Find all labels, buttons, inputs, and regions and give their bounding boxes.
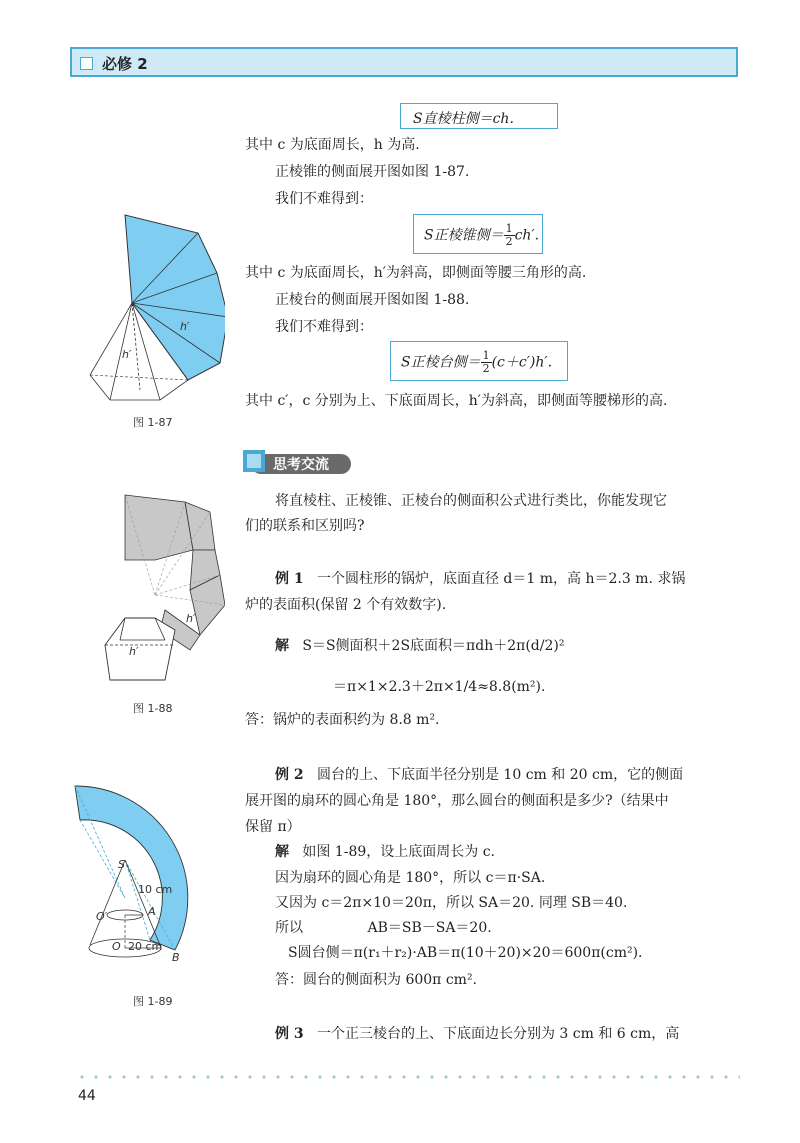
example-1-line-2: 炉的表面积(保留 2 个有效数字). bbox=[245, 597, 447, 613]
label-h-prime-88: h′ bbox=[129, 645, 139, 658]
think-title: 思考交流 bbox=[273, 457, 329, 473]
caption-fig-1-88: 图 1-88 bbox=[133, 702, 173, 715]
example-2-sol-4 bbox=[275, 916, 492, 940]
example-2-sol-5: S圆台侧＝π(r₁＋r₂)·AB＝π(10＋20)×20＝600π(cm²). bbox=[288, 945, 643, 961]
example-2-sol-1-text: 如图 1-89，设上底面周长为 c. bbox=[302, 844, 496, 860]
formula-prism-text: S直棱柱侧＝ch. bbox=[413, 111, 514, 127]
formula-pyramid-left: S正棱锥侧＝ bbox=[424, 227, 504, 244]
formula-pyramid bbox=[413, 214, 543, 254]
think-line-1: 将直棱柱、正棱锥、正棱台的侧面积公式进行类比，你能发现它 bbox=[275, 493, 667, 509]
example-2-line-1 bbox=[275, 763, 683, 787]
example-2-text-a: 圆台的上、下底面半径分别是 10 cm 和 20 cm，它的侧面 bbox=[316, 767, 684, 783]
example-1-answer: 答：锅炉的表面积约为 8.8 m². bbox=[245, 712, 440, 728]
example-2-sol-4b: AB＝SB－SA＝20. bbox=[367, 920, 492, 936]
figure-1-88 bbox=[85, 490, 225, 690]
caption-fig-1-89: 图 1-89 bbox=[133, 995, 173, 1008]
example-2-sol-2: 因为扇环的圆心角是 180°，所以 c＝π·SA. bbox=[275, 870, 546, 886]
frac-den: 2 bbox=[505, 235, 513, 248]
think-badge bbox=[243, 450, 353, 476]
example-2-sol-3: 又因为 c＝2π×10＝20π，所以 SA＝20. 同理 SB＝40. bbox=[275, 895, 628, 911]
page-number: 44 bbox=[78, 1088, 96, 1104]
label-10cm: 10 cm bbox=[138, 883, 173, 896]
text-line-1: 其中 c 为底面周长，h 为高. bbox=[245, 137, 420, 153]
text-line-7: 其中 c′，c 分别为上、下底面周长，h′为斜高，即侧面等腰梯形的高. bbox=[245, 393, 668, 409]
frac-num: 1 bbox=[505, 222, 513, 235]
example-2-answer: 答：圆台的侧面积为 600π cm². bbox=[275, 972, 478, 988]
example-1-label: 例 1 bbox=[275, 571, 304, 587]
formula-frustum bbox=[390, 341, 568, 381]
label-S: S bbox=[118, 858, 125, 871]
example-1-sol-2: ＝π×1×2.3＋2π×1/4≈8.8(m²). bbox=[333, 679, 546, 695]
example-2-sol-4a: 所以 bbox=[275, 920, 303, 936]
formula-frustum-left: S正棱台侧＝ bbox=[401, 354, 481, 371]
label-h-prime-87b: h′ bbox=[180, 320, 190, 333]
example-3-label: 例 3 bbox=[275, 1026, 304, 1042]
figure-1-87 bbox=[80, 205, 225, 405]
example-2-label: 例 2 bbox=[275, 767, 304, 783]
header-square-icon bbox=[80, 57, 93, 70]
caption-fig-1-87: 图 1-87 bbox=[133, 416, 173, 429]
chapter-title: 必修 2 bbox=[102, 55, 148, 73]
example-2-line-2: 展开图的扇环的圆心角是 180°，那么圆台的侧面积是多少?（结果中 bbox=[245, 793, 669, 809]
example-2-line-3: 保留 π） bbox=[245, 819, 301, 835]
chapter-header bbox=[70, 47, 738, 77]
example-1-text-a: 一个圆柱形的锅炉，底面直径 d＝1 m，高 h＝2.3 m. 求锅 bbox=[316, 571, 686, 587]
text-line-4: 其中 c 为底面周长，h′为斜高，即侧面等腰三角形的高. bbox=[245, 265, 587, 281]
example-1-sol-1 bbox=[275, 634, 564, 658]
text-line-5: 正棱台的侧面展开图如图 1-88. bbox=[275, 292, 470, 308]
formula-frustum-right: (c＋c′)h′. bbox=[491, 354, 553, 371]
fraction-half-2 bbox=[481, 350, 492, 375]
fraction-half bbox=[504, 223, 515, 248]
example-3-text-a: 一个正三棱台的上、下底面边长分别为 3 cm 和 6 cm，高 bbox=[316, 1026, 680, 1042]
label-20cm: 20 cm bbox=[128, 940, 163, 953]
example-1-line-1 bbox=[275, 567, 685, 591]
footer-dotted-rule bbox=[75, 1075, 740, 1079]
solution-label-1: 解 bbox=[275, 638, 289, 654]
text-line-6: 我们不难得到： bbox=[275, 319, 373, 335]
example-1-sol-1-text: S＝S侧面积＋2S底面积＝πdh＋2π(d/2)² bbox=[302, 638, 565, 654]
frac-num-2: 1 bbox=[482, 349, 490, 362]
text-line-2: 正棱锥的侧面展开图如图 1-87. bbox=[275, 164, 470, 180]
formula-pyramid-right: ch′. bbox=[514, 227, 540, 244]
example-2-sol-1 bbox=[275, 840, 495, 864]
solution-label-2: 解 bbox=[275, 844, 289, 860]
label-O: O bbox=[112, 940, 121, 953]
text-line-3: 我们不难得到： bbox=[275, 191, 373, 207]
label-h-prime-88b: h′ bbox=[186, 612, 196, 625]
frac-den-2: 2 bbox=[482, 362, 490, 375]
label-h-prime-87: h′ bbox=[122, 348, 132, 361]
example-3-line-1 bbox=[275, 1022, 679, 1046]
think-line-2: 们的联系和区别吗? bbox=[245, 518, 365, 534]
label-O-prime: O′ bbox=[96, 910, 108, 923]
label-B: B bbox=[172, 951, 180, 964]
label-A: A bbox=[148, 905, 156, 918]
formula-prism bbox=[400, 103, 558, 129]
